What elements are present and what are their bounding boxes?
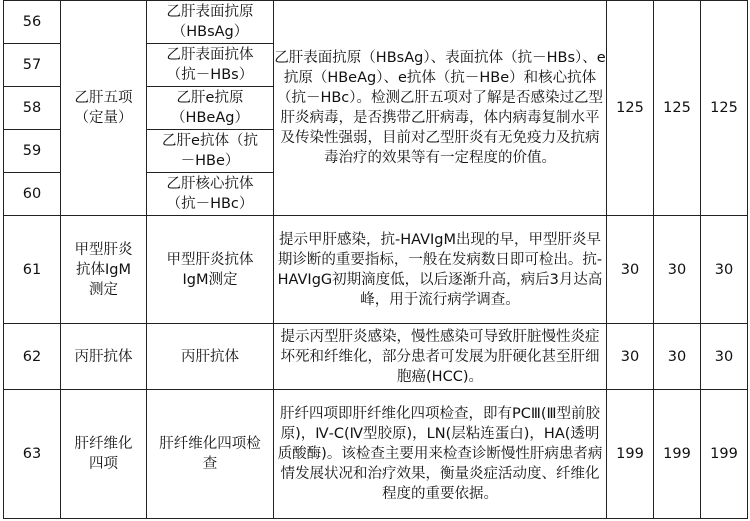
- price-cell: 30: [654, 216, 701, 324]
- row-number: 60: [4, 173, 61, 216]
- table-row: [4, 390, 748, 519]
- test-item: 乙肝e抗体（抗 －HBe）: [147, 130, 274, 173]
- description: 提示丙型肝炎感染，慢性感染可导致肝脏慢性炎症坏死和纤维化，部分患者可发展为肝硬化甚至肝细胞癌(HCC)。: [274, 324, 607, 390]
- price-cell: 125: [701, 1, 748, 216]
- test-item: 乙肝核心抗体 （抗－HBc）: [147, 173, 274, 216]
- project-name: 甲型肝炎 抗体IgM 测定: [61, 216, 147, 324]
- price-cell: 125: [607, 1, 654, 216]
- price-cell: 30: [701, 216, 748, 324]
- price-cell: 199: [701, 390, 748, 519]
- table-row: [4, 1, 748, 44]
- checkup-table: [3, 0, 748, 519]
- price-cell: 125: [654, 1, 701, 216]
- table-row: [4, 216, 748, 324]
- row-number: 57: [4, 44, 61, 87]
- description: 乙肝表面抗原（HBsAg）、表面抗体（抗－HBs）、e抗原（HBeAg）、e抗体（抗－HBe）和核心抗体（抗－HBc）。检测乙肝五项对了解是否感染过乙型肝炎病毒，是否携带乙肝病毒，体内病毒复制水平及传染性强弱，目前对乙型肝炎有无免疫力及抗病毒治疗的效果等有一定程度的价值。: [274, 1, 607, 216]
- test-item: 甲型肝炎抗体 IgM测定: [147, 216, 274, 324]
- test-item: 乙肝e抗原 （HBeAg）: [147, 87, 274, 130]
- row-number: 59: [4, 130, 61, 173]
- row-number: 63: [4, 390, 61, 519]
- test-item: 丙肝抗体: [147, 324, 274, 390]
- test-item: 乙肝表面抗原 （HBsAg）: [147, 1, 274, 44]
- table-row: [4, 324, 748, 390]
- project-name: 肝纤维化 四项: [61, 390, 147, 519]
- test-item: 乙肝表面抗体 （抗－HBs）: [147, 44, 274, 87]
- price-cell: 199: [654, 390, 701, 519]
- price-cell: 30: [701, 324, 748, 390]
- price-cell: 199: [607, 390, 654, 519]
- project-name: 乙肝五项 （定量）: [61, 1, 147, 216]
- price-cell: 30: [654, 324, 701, 390]
- row-number: 56: [4, 1, 61, 44]
- row-number: 62: [4, 324, 61, 390]
- price-cell: 30: [607, 216, 654, 324]
- description: 肝纤四项即肝纤维化四项检查，即有PCⅢ(Ⅲ型前胶原)，Ⅳ-C(Ⅳ型胶原)，LN(层粘连蛋白)，HA(透明质酸酶)。该检查主要用来检查诊断慢性肝病患者病情发展状况和治疗效果，衡量炎症活动度、纤维化程度的重要依据。: [274, 390, 607, 519]
- price-cell: 30: [607, 324, 654, 390]
- row-number: 58: [4, 87, 61, 130]
- test-item: 肝纤维化四项检 查: [147, 390, 274, 519]
- row-number: 61: [4, 216, 61, 324]
- project-name: 丙肝抗体: [61, 324, 147, 390]
- description: 提示甲肝感染，抗-HAVIgM出现的早，甲型肝炎早期诊断的重要指标，一般在发病数日即可检出。抗-HAVIgG初期滴度低，以后逐渐升高，病后3月达高峰，用于流行病学调查。: [274, 216, 607, 324]
